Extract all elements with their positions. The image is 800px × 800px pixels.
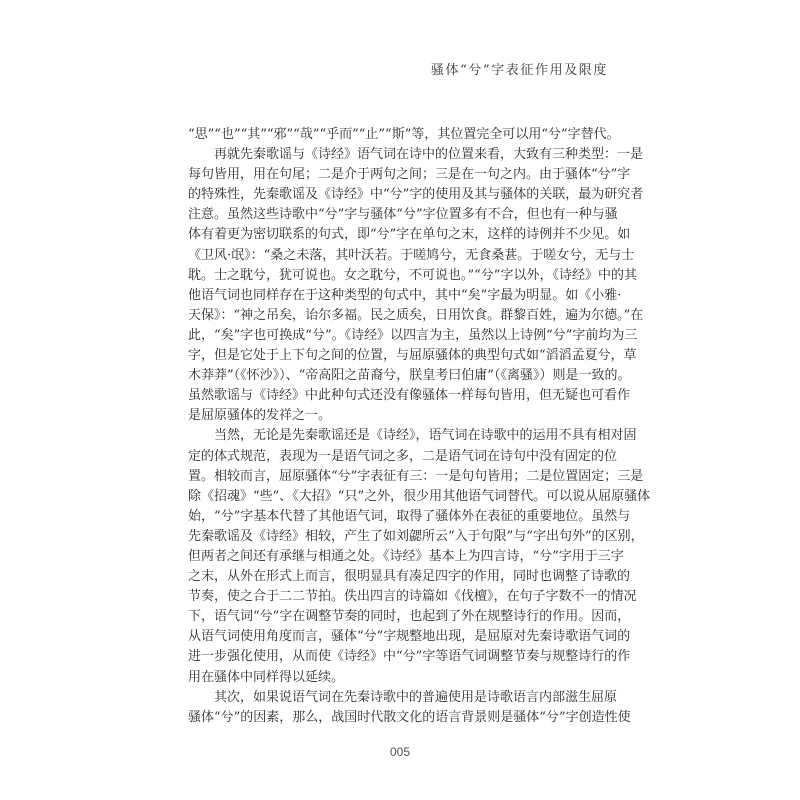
text-line: 从语气词使用角度而言，骚体“兮”字规整地出现，是屈原对先秦诗歌语气词的 — [188, 629, 631, 645]
text-line: 天保》：“神之吊矣，诒尔多福。民之质矣，日用饮食。群黎百姓，遍为尔德。”在 — [188, 307, 644, 323]
text-line: 下，语气词“兮”字在调整节奏的同时，也起到了外在规整诗行的作用。因而， — [188, 609, 631, 625]
text-line: 置。相较而言，屈原骚体“兮”字表征有三：一是句句皆用；二是位置固定；三是 — [188, 468, 644, 484]
text-line: 之末，从外在形式上而言，很明显具有凑足四字的作用，同时也调整了诗歌的 — [188, 569, 631, 585]
text-line: 节奏，使之合于二二节拍。佚出四言的诗篇如《伐檀》，在句子字数不一的情况 — [188, 589, 637, 605]
paragraph — [188, 145, 644, 426]
paragraph — [188, 688, 631, 728]
text-line: 木莽莽”（《怀沙》）、“帝高阳之苗裔兮，朕皇考曰伯庸”（《离骚》）则是一致的。 — [188, 368, 631, 384]
text-line: “思”“也”“其”“邪”“哉”“乎而”“止”“斯”等，其位置完全可以用“兮”字替代。 — [188, 127, 620, 142]
text-line: 定的体式规范，表现为一是语气词之多，二是语气词在诗句中没有固定的位 — [188, 448, 618, 464]
text-line: 始，“兮”字基本代替了其他语气词，取得了骚体外在表征的重要地位。虽然与 — [188, 508, 631, 524]
text-line: 其次，如果说语气词在先秦诗歌中的普遍使用是诗歌语言内部滋生屈原 — [214, 689, 618, 705]
text-line: 每句皆用，用在句尾；二是介于两句之间；三是在一句之内。由于骚体“兮”字 — [188, 167, 631, 183]
text-line: 《卫风·氓》：“桑之未落，其叶沃若。于嗟鸠兮，无食桑葚。于嗟女兮，无与士 — [188, 247, 635, 263]
text-line: 但两者之间还有承继与相通之处。《诗经》基本上为四言诗，“兮”字用于三字 — [188, 548, 624, 564]
text-line: 用在骚体中同样得以延续。 — [188, 669, 345, 685]
text-line: 进一步强化使用，从而使《诗经》中“兮”字等语气词调整节奏与规整诗行的作 — [188, 649, 631, 665]
page-number: 005 — [389, 745, 411, 759]
paragraph — [188, 426, 651, 687]
body-text — [188, 125, 651, 728]
text-line: 此，“矣”字也可换成“兮”。《诗经》以四言为主，虽然以上诗例“兮”字前均为三 — [188, 327, 638, 343]
text-line: 骚体“兮”的因素，那么，战国时代散文化的语言背景则是骚体“兮”字创造性使 — [188, 709, 631, 725]
text-line: 耽。士之耽兮，犹可说也。女之耽兮，不可说也。”“兮”字以外，《诗经》中的其 — [188, 267, 637, 283]
text-line: 虽然歌谣与《诗经》中此种句式还没有像骚体一样每句皆用，但无疑也可看作 — [188, 388, 631, 404]
text-line: 的特殊性，先秦歌谣及《诗经》中“兮”字的使用及其与骚体的关联，最为研究者 — [188, 187, 644, 203]
running-header: 骚体“兮”字表征作用及限度 — [430, 63, 608, 78]
text-line: 再就先秦歌谣与《诗经》语气词在诗中的位置来看，大致有三种类型：一是 — [214, 147, 644, 163]
paragraph — [188, 125, 620, 145]
text-line: 注意。虽然这些诗歌中“兮”字与骚体“兮”字位置多有不合，但也有一种与骚 — [188, 207, 618, 223]
text-line: 除《招魂》“些”、《大招》“只”之外，很少用其他语气词替代。可以说从屈原骚体 — [188, 488, 651, 504]
text-line: 他语气词也同样存在于这种类型的句式中，其中“矣”字最为明显。如《小雅· — [188, 287, 622, 303]
text-line: 体有着更为密切联系的句式，即“兮”字在单句之末，这样的诗例并不少见。如 — [188, 227, 631, 243]
text-line: 先秦歌谣及《诗经》相较，产生了如刘勰所云“入于句限”与“字出句外”的区别， — [188, 528, 644, 544]
text-line: 当然，无论是先秦歌谣还是《诗经》，语气词在诗歌中的运用不具有相对固 — [214, 428, 637, 444]
text-line: 字，但是它处于上下句之间的位置，与屈原骚体的典型句式如“滔滔孟夏兮，草 — [188, 348, 637, 364]
text-line: 是屈原骚体的发祥之一。 — [188, 408, 332, 424]
